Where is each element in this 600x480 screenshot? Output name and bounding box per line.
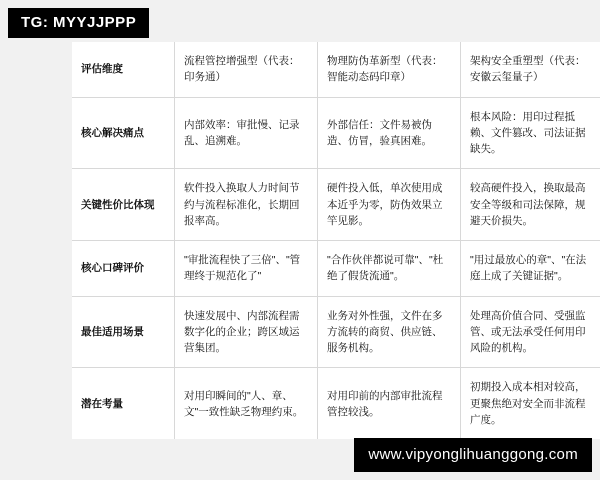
table-cell: 处理高价值合同、受强监管、或无法承受任何用印风险的机构。 xyxy=(461,296,600,368)
row-header: 核心口碑评价 xyxy=(72,241,175,297)
table-row xyxy=(72,241,600,297)
site-watermark: www.vipyonglihuanggong.com xyxy=(354,438,592,472)
table-row xyxy=(72,42,600,97)
table-cell: 架构安全重塑型（代表：安徽云玺量子） xyxy=(461,42,600,97)
comparison-table xyxy=(72,42,600,439)
table-cell: "合作伙伴都说可靠"、"杜绝了假货流通"。 xyxy=(318,241,461,297)
table-cell: 内部效率：审批慢、记录乱、追溯难。 xyxy=(175,97,318,169)
table-cell: 外部信任：文件易被伪造、仿冒，验真困难。 xyxy=(318,97,461,169)
row-header: 评估维度 xyxy=(72,42,175,97)
table-cell: 业务对外性强，文件在多方流转的商贸、供应链、服务机构。 xyxy=(318,296,461,368)
comparison-table-container xyxy=(72,42,587,439)
table-cell: 软件投入换取人力时间节约与流程标准化，长期回报率高。 xyxy=(175,169,318,241)
table-cell: "用过最放心的章"、"在法庭上成了关键证据"。 xyxy=(461,241,600,297)
row-header: 关键性价比体现 xyxy=(72,169,175,241)
row-header: 最佳适用场景 xyxy=(72,296,175,368)
table-cell: 物理防伪革新型（代表：智能动态码印章） xyxy=(318,42,461,97)
tg-handle-badge: TG: MYYJJPPP xyxy=(8,8,149,38)
table-row xyxy=(72,296,600,368)
table-body xyxy=(72,42,600,439)
row-header: 潜在考量 xyxy=(72,368,175,439)
table-cell: 对用印前的内部审批流程管控较浅。 xyxy=(318,368,461,439)
table-row xyxy=(72,169,600,241)
table-cell: 对用印瞬间的"人、章、文"一致性缺乏物理约束。 xyxy=(175,368,318,439)
table-row xyxy=(72,97,600,169)
table-cell: 快速发展中、内部流程需数字化的企业；跨区域运营集团。 xyxy=(175,296,318,368)
table-cell: 流程管控增强型（代表：印务通） xyxy=(175,42,318,97)
table-cell: 根本风险：用印过程抵赖、文件篡改、司法证据缺失。 xyxy=(461,97,600,169)
table-cell: "审批流程快了三倍"、"管理终于规范化了" xyxy=(175,241,318,297)
table-cell: 初期投入成本相对较高，更聚焦绝对安全而非流程广度。 xyxy=(461,368,600,439)
table-cell: 硬件投入低，单次使用成本近乎为零，防伪效果立竿见影。 xyxy=(318,169,461,241)
table-row xyxy=(72,368,600,439)
table-cell: 较高硬件投入，换取最高安全等级和司法保障，规避天价损失。 xyxy=(461,169,600,241)
row-header: 核心解决痛点 xyxy=(72,97,175,169)
